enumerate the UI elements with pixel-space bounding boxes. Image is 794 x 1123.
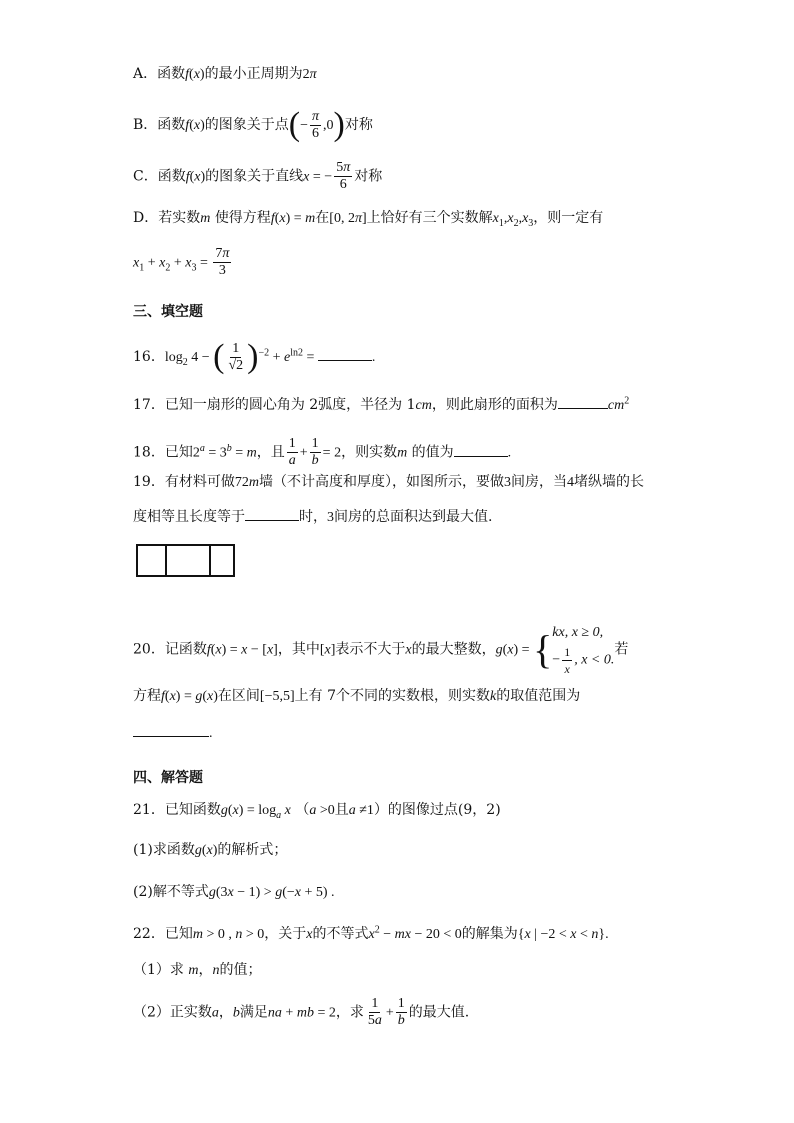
inner-wall [209, 546, 211, 575]
question-21-part2: (2)解不等式g(3x − 1) > g(−x + 5) . [133, 884, 335, 900]
question-22: 22．已知m > 0 , n > 0，关于x的不等式$x^2$ − mx − 20 < 0的解集为{x | −2 < x < n}. [133, 924, 609, 942]
section-answer-heading: 四、解答题 [133, 770, 203, 786]
question-20-blank: . [133, 722, 213, 744]
answer-blank[interactable] [133, 722, 209, 737]
question-16: 16．$\log_2 4$ − ( $\frac{1}{√2}$ )$^{-2} + e^{ln2}$ = . [133, 338, 376, 375]
answer-blank[interactable] [318, 346, 372, 361]
option-d: D．若实数m 使得方程f(x) = m在[0, 2π]上恰好有三个实数解$x_1,x_2,x_3$，则一定有 [133, 210, 604, 229]
option-b: B．函数f(x)的图象关于点(− $\frac{\pi}{6}$ ,0)对称 [133, 106, 373, 143]
question-21-part1: (1)求函数g(x)的解析式； [133, 842, 288, 858]
option-d-equation: $x_1 + x_2 + x_3$ = $\frac{7\pi}{3}$ [133, 246, 230, 278]
answer-blank[interactable] [454, 442, 508, 457]
inner-wall [165, 546, 167, 575]
answer-blank[interactable] [245, 506, 299, 521]
answer-blank[interactable] [558, 394, 608, 409]
piecewise-g: { kx, x ≥ 0, − $\frac{1}{x}$ , x < 0. [533, 625, 615, 676]
three-room-diagram [136, 544, 235, 577]
section-fill-heading: 三、填空题 [133, 304, 203, 320]
question-20: 20．记函数f(x) = x − [x]，其中[x]表示不大于x的最大整数，g(x) = { kx, x ≥ 0, − $\frac{1}{x}$ , x < 0. 若 [133, 622, 628, 677]
question-21: 21．已知函数$g(x) = \log_a x$ （a >0且a ≠1）的图像过点(9，2) [133, 802, 501, 821]
question-18: 18．已知$2^a = 3^b = m$，且 $\frac{1}{a}$ + $\frac{1}{b}$ = 2，则实数m 的值为 . [133, 436, 512, 468]
question-22-part2: （2）正实数a，b满足na + mb = 2，求 $\frac{1}{5a}$ + $\frac{1}{b}$ 的最大值. [133, 996, 470, 1028]
question-20-line2: 方程f(x) = g(x)在区间[−5,5]上有 7个不同的实数根，则实数k的取值范围为 [133, 688, 581, 704]
question-22-part1: （1）求 m，n的值； [133, 962, 262, 978]
question-19: 19．有材料可做72m墙（不计高度和厚度），如图所示，要做3间房，当4堵纵墙的长 [133, 474, 644, 490]
option-c: C．函数f(x)的图象关于直线x = − $\frac{5\pi}{6}$ 对称 [133, 160, 383, 192]
option-a: A．函数f(x)的最小正周期为2π [133, 66, 317, 82]
question-19-line2: 度相等且长度等于 时，3间房的总面积达到最大值. [133, 506, 492, 528]
question-17: 17．已知一扇形的圆心角为 2弧度，半径为 1cm，则此扇形的面积为 $cm^2$ [133, 395, 630, 413]
